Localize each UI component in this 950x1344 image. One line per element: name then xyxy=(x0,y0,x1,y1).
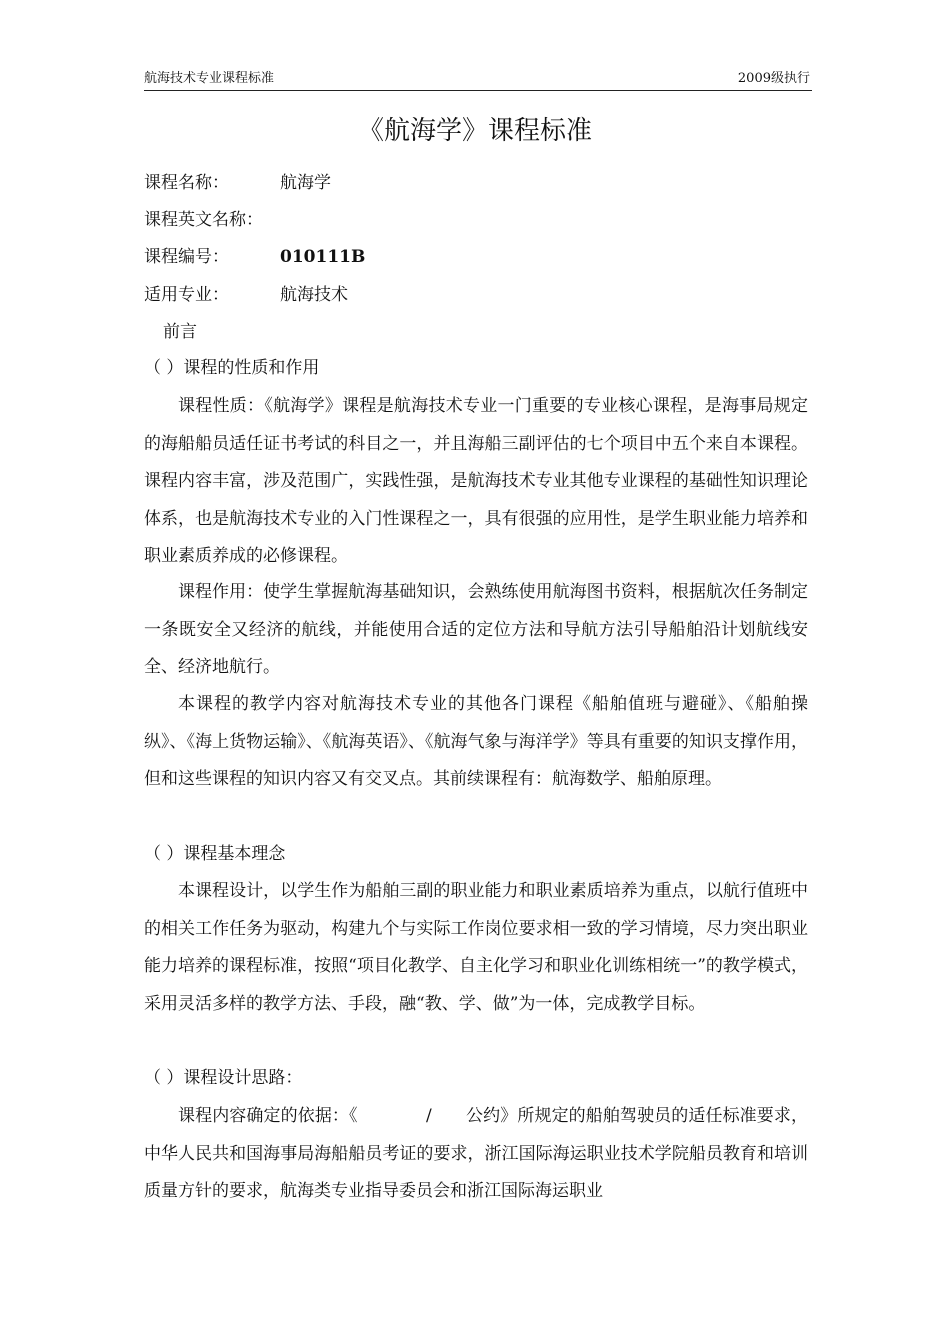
header-right-text: 2009级执行 xyxy=(737,71,810,86)
paragraph-course-design: 本课程设计，以学生作为船舶三副的职业能力和职业素质培养为重点，以航行值班中的相关工作任务为驱动，构建九个与实际工作岗位要求相一致的学习情境，尽力突出职业能力培养的课程标准，按照“项目化教学、自主化学习和职业化训练相统一”的教学模式，采用灵活多样的教学方法、手段，融“教、学、做”为一体，完成教学目标。 xyxy=(144,881,808,1014)
course-code-value: 010111B xyxy=(280,247,366,267)
course-code-label: 课程编号： xyxy=(144,247,229,267)
course-english-name-label: 课程英文名称： xyxy=(144,210,263,230)
paragraph-related-courses: 本课程的教学内容对航海技术专业的其他各门课程《船舶值班与避碰》、《船舶操纵》、《海上货物运输》、《航海英语》、《航海气象与海洋学》等具有重要的知识支撑作用，但和这些课程的知识内容又有交叉点。其前续课程有：航海数学、船舶原理。 xyxy=(144,694,808,789)
paragraph-course-nature: 课程性质：《航海学》课程是航海技术专业一门重要的专业核心课程，是海事局规定的海船船员适任证书考试的科目之一，并且海船三副评估的七个项目中五个来自本课程。课程内容丰富，涉及范围广，实践性强，是航海技术专业其他专业课程的基础性知识理论体系，也是航海技术专业的入门性课程之一，具有很强的应用性，是学生职业能力培养和职业素质养成的必修课程。 xyxy=(144,396,808,566)
applicable-major-label: 适用专业： xyxy=(144,285,229,305)
preface-heading: 前言 xyxy=(163,322,197,342)
header-left-text: 航海技术专业课程标准 xyxy=(144,71,275,86)
page-header xyxy=(144,70,812,91)
section-heading-nature: （ ）课程的性质和作用 xyxy=(144,358,320,378)
course-name-label: 课程名称： xyxy=(144,173,229,193)
paragraph-content-basis: 课程内容确定的依据：《 / 公约》所规定的船舶驾驶员的适任标准要求，中华人民共和国海事局海船船员考证的要求，浙江国际海运职业技术学院船员教育和培训质量方针的要求，航海类专业指导委员会和浙江国际海运职业 xyxy=(144,1106,808,1201)
document-title: 《航海学》课程标准 xyxy=(357,116,592,146)
course-name-value: 航海学 xyxy=(280,173,331,193)
section-heading-philosophy: （ ）课程基本理念 xyxy=(144,844,286,864)
applicable-major-value: 航海技术 xyxy=(280,285,348,305)
section-heading-design-ideas: （ ）课程设计思路： xyxy=(144,1068,303,1088)
paragraph-course-role: 课程作用：使学生掌握航海基础知识，会熟练使用航海图书资料，根据航次任务制定一条既安全又经济的航线，并能使用合适的定位方法和导航方法引导船舶沿计划航线安全、经济地航行。 xyxy=(144,582,808,677)
